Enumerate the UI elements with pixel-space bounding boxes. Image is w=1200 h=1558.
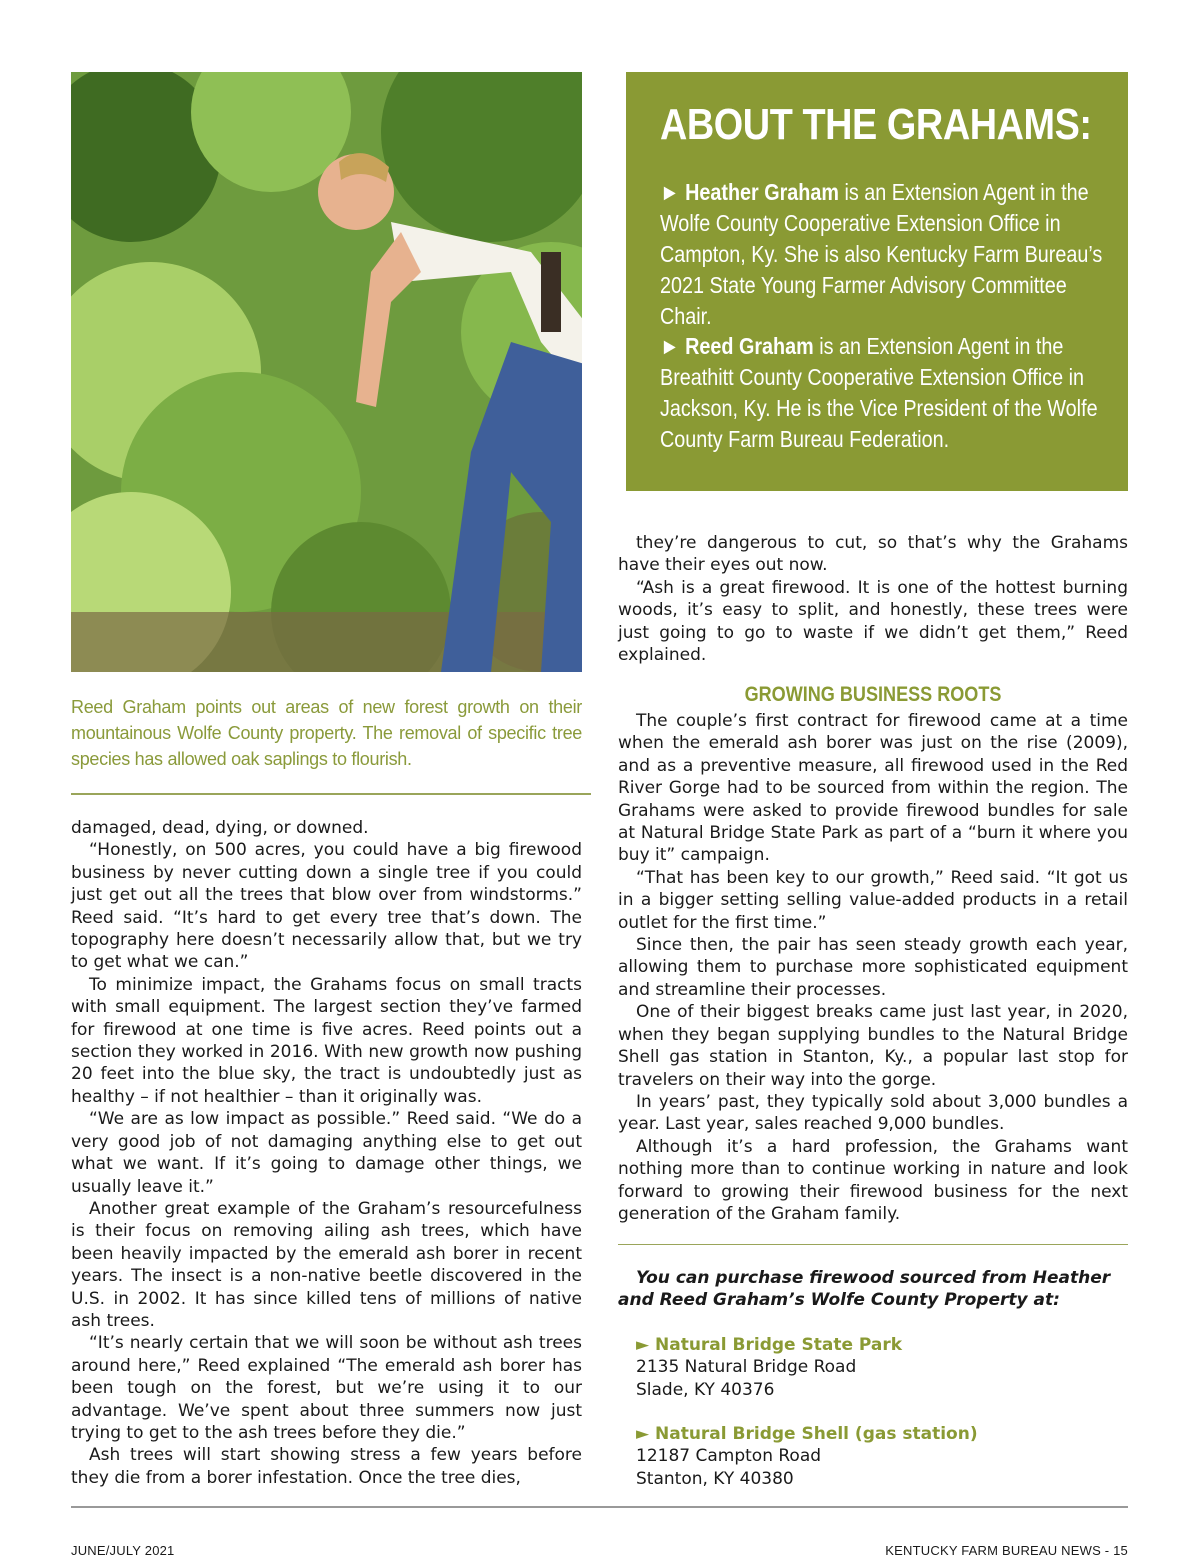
arrow-icon: ► xyxy=(636,1335,650,1355)
arrow-icon: ► xyxy=(636,1424,650,1444)
arrow-icon: ► xyxy=(660,333,680,359)
paragraph: To minimize impact, the Grahams focus on small tracts with small equipment. The largest section they’ve farmed for firewood at one time is five acres. Reed points out a section they worked in 2016. With new growth now pushing 20 feet into the blue sky, the tract is undoubtedly just as healthy – if not healthier – than it originally was. xyxy=(71,974,582,1107)
paragraph: Although it’s a hard profession, the Grahams want nothing more than to continue working in nature and look forward to growing their firewood business for the next generation of the Graham family. xyxy=(618,1136,1128,1224)
footer-rule xyxy=(71,1506,1128,1508)
footer-date: JUNE/JULY 2021 xyxy=(71,1543,175,1558)
location-street: 12187 Campton Road xyxy=(636,1446,822,1467)
location-name: ► Natural Bridge Shell (gas station) xyxy=(636,1424,978,1444)
right-column-bottom xyxy=(618,710,1128,1225)
purchase-intro: You can purchase firewood sourced from Heather and Reed Graham’s Wolfe County Property at: xyxy=(618,1268,1111,1311)
person-bio: is an Extension Agent in the Breathitt County Cooperative Extension Office in Jackson, Ky. He is the Vice President of the Wolfe County Farm Bureau Federation. xyxy=(660,333,1098,452)
right-column-top xyxy=(618,532,1128,666)
footer-publication: KENTUCKY FARM BUREAU NEWS - 15 xyxy=(885,1543,1128,1558)
paragraph: In years’ past, they typically sold about 3,000 bundles a year. Last year, sales reached 9,000 bundles. xyxy=(618,1091,1128,1135)
location-name: ► Natural Bridge State Park xyxy=(636,1335,903,1355)
person-name: Reed Graham xyxy=(685,333,814,359)
paragraph: One of their biggest breaks came just last year, in 2020, when they began supplying bundles to the Natural Bridge Shell gas station in Stanton, Ky., a popular last stop for travelers on their way into the gorge. xyxy=(618,1002,1128,1090)
paragraph: The couple’s first contract for firewood came at a time when the emerald ash borer was just on the rise (2009), and as a preventive measure, all firewood used in the Red River Gorge had to be sourced from within the region. The Grahams were asked to provide firewood bundles for sale at Natural Bridge State Park as part of a “burn it where you buy it” campaign. xyxy=(618,711,1128,866)
location-city: Slade, KY 40376 xyxy=(636,1379,775,1400)
section-subhead: GROWING BUSINESS ROOTS xyxy=(744,683,1002,706)
sidebar-title: ABOUT THE GRAHAMS: xyxy=(660,100,1092,149)
left-column xyxy=(71,817,582,1489)
paragraph: Ash trees will start showing stress a few years before they die from a borer infestation. Once the tree dies, xyxy=(71,1445,582,1488)
location-natural-bridge-shell xyxy=(636,1423,1116,1490)
paragraph: Another great example of the Graham’s resourcefulness is their focus on removing ailing ash trees, which have been heavily impacted by the emerald ash borer in recent years. The insect is a non-native beetle discovered in the U.S. in 2002. It has since killed tens of millions of native ash trees. xyxy=(71,1198,582,1331)
article-photo xyxy=(71,72,582,672)
person-bio: is an Extension Agent in the Wolfe County Cooperative Extension Office in Campton, Ky. She is also Kentucky Farm Bureau’s 2021 State Young Farmer Advisory Committee Chair. xyxy=(660,179,1103,329)
sidebar-entry-reed xyxy=(660,331,1107,455)
paragraph: Since then, the pair has seen steady growth each year, allowing them to purchase more sophisticated equipment and streamline their processes. xyxy=(618,935,1128,1000)
paragraph: they’re dangerous to cut, so that’s why the Grahams have their eyes out now. xyxy=(618,533,1128,576)
paragraph: damaged, dead, dying, or downed. xyxy=(71,818,369,838)
photo-caption: Reed Graham points out areas of new forest growth on their mountainous Wolfe County property. The removal of specific tree species has allowed oak saplings to flourish. xyxy=(71,697,582,769)
paragraph: “We are as low impact as possible.” Reed said. “We do a very good job of not damaging anything else to get out what we want. If it’s going to damage other things, we usually leave it.” xyxy=(71,1109,582,1197)
arrow-icon: ► xyxy=(660,179,680,205)
caption-divider xyxy=(71,793,591,795)
paragraph: “Honestly, on 500 acres, you could have a big firewood business by never cutting down a single tree if you could just get out all the trees that blow over from windstorms.” Reed said. “It’s hard to get every tree that’s down. The topography here doesn’t necessarily allow that, but we try to get what we can.” xyxy=(71,840,582,973)
sidebar-entry-heather xyxy=(660,177,1107,332)
paragraph: “It’s nearly certain that we will soon be without ash trees around here,” Reed explained “The emerald ash borer has been tough on the forest, but we’re using it to our advantage. We’ve spent about three summers now just trying to get to the ash trees before they die.” xyxy=(71,1333,582,1443)
location-city: Stanton, KY 40380 xyxy=(636,1468,794,1489)
person-name: Heather Graham xyxy=(685,179,839,205)
location-natural-bridge-state-park xyxy=(636,1334,1116,1401)
forest-photo-illustration xyxy=(71,72,582,672)
purchase-divider xyxy=(618,1244,1128,1245)
location-street: 2135 Natural Bridge Road xyxy=(636,1357,857,1378)
paragraph: “That has been key to our growth,” Reed said. “It got us in a bigger setting selling value-added products in a retail outlet for the first time.” xyxy=(618,867,1128,933)
paragraph: “Ash is a great firewood. It is one of the hottest burning woods, it’s easy to split, and honestly, these trees were just going to go to waste if we didn’t get them,” Reed explained. xyxy=(618,577,1128,666)
about-sidebar xyxy=(626,72,1128,491)
